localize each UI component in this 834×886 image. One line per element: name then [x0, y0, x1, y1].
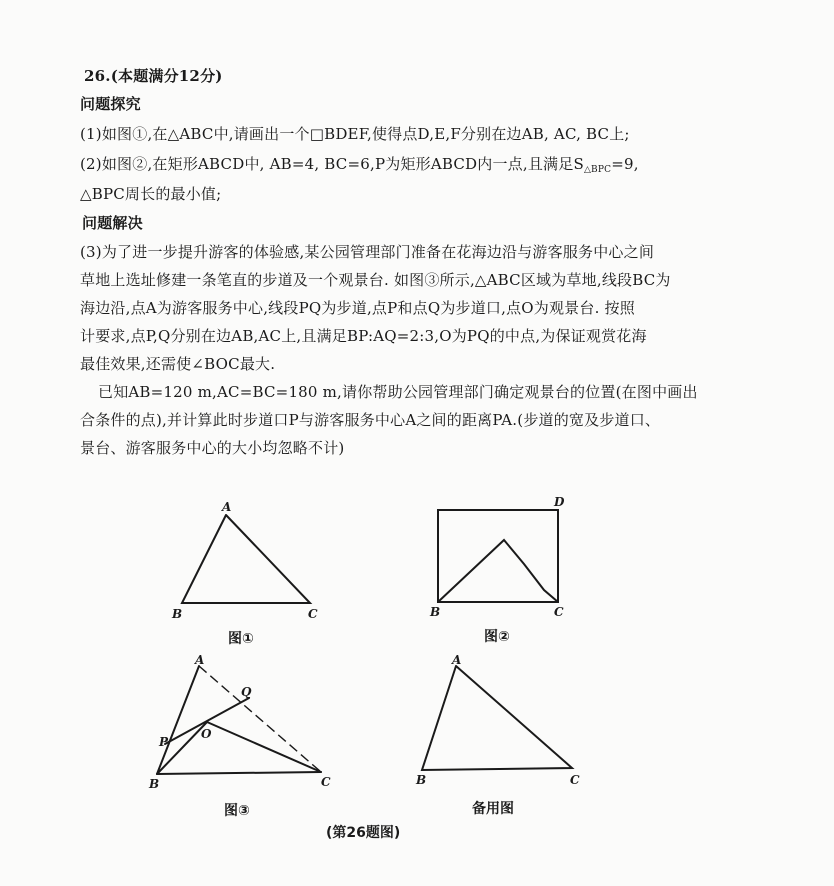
figure-1-vertex-b: B [172, 607, 183, 621]
figure-3-label: 图③ [224, 803, 250, 819]
figure-3-triangle [145, 652, 345, 797]
figure-2-inner-path [438, 540, 558, 602]
figure-1-vertex-a: A [222, 500, 232, 514]
figure-3-edge-ac [199, 666, 321, 772]
section-title-exploration: 问题探究 [80, 95, 141, 113]
figure-3-edge-ab [157, 666, 199, 774]
problem-number-title: 26.(本题满分12分) [84, 67, 223, 85]
question-2-subscript: △BPC [583, 165, 612, 175]
figure-4-vertex-c: C [570, 773, 580, 787]
figure-1-label: 图① [228, 631, 254, 647]
figure-4-vertex-a: A [452, 653, 462, 667]
figure-2-rectangle-edges [438, 510, 558, 602]
figure-4-label: 备用图 [472, 801, 514, 817]
figure-2-vertex-b: B [430, 605, 441, 619]
question-2-line-2: △BPC周长的最小值; [80, 185, 222, 203]
question-3-line-4: 计要求,点P,Q分别在边AB,AC上,且满足BP:AQ=2:3,O为PQ的中点,为保证观赏花海 [80, 327, 647, 345]
figure-3-point-p: P [159, 735, 169, 749]
figure-3-segment-oc [207, 722, 321, 772]
figure-1-vertex-c: C [308, 607, 318, 621]
figure-3-vertex-a: A [195, 653, 205, 667]
question-3-line-6: 已知AB=120 m,AC=BC=180 m,请你帮助公园管理部门确定观景台的位置(在图中画出 [98, 383, 698, 401]
question-3-line-7: 合条件的点),并计算此时步道口P与游客服务中心A之间的距离PA.(步道的宽及步道口、 [80, 411, 661, 429]
section-title-solution: 问题解决 [82, 214, 143, 232]
question-3-line-3: 海边沿,点A为游客服务中心,线段PQ为步道,点P和点Q为步道口,点O为观景台. 按照 [80, 299, 635, 317]
figure-2-rectangle [420, 490, 590, 625]
figure-2-vertex-d: D [554, 495, 565, 509]
figure-4-spare-triangle [410, 650, 595, 795]
figure-1-triangle-edges [182, 515, 310, 603]
question-1: (1)如图①,在△ABC中,请画出一个□BDEF,使得点D,E,F分别在边AB, AC, BC上; [80, 125, 630, 143]
figure-1-triangle [160, 495, 340, 625]
figure-2-label: 图② [484, 629, 510, 645]
figure-4-triangle-edges [422, 666, 572, 770]
question-3-line-1: (3)为了进一步提升游客的体验感,某公园管理部门准备在花海边沿与游客服务中心之间 [80, 243, 655, 261]
figure-4-vertex-b: B [416, 773, 427, 787]
question-3-line-8: 景台、游客服务中心的大小均忽略不计) [80, 439, 345, 457]
figure-3-vertex-b: B [149, 777, 160, 791]
figure-3-point-q: Q [241, 685, 252, 699]
question-2-text-b: =9, [611, 155, 639, 173]
question-3-line-5: 最佳效果,还需使∠BOC最大. [80, 355, 276, 373]
question-2-line-1 [80, 154, 639, 180]
figure-2-vertex-c: C [554, 605, 564, 619]
figure-3-vertex-c: C [321, 775, 331, 789]
figure-3-point-o: O [201, 727, 212, 741]
question-2-text-a: (2)如图②,在矩形ABCD中, AB=4, BC=6,P为矩形ABCD内一点,且满足S [80, 155, 584, 173]
figure-caption: (第26题图) [326, 825, 401, 841]
figure-3-edge-bc [157, 772, 321, 774]
question-3-line-2: 草地上选址修建一条笔直的步道及一个观景台. 如图③所示,△ABC区域为草地,线段BC为 [80, 271, 671, 289]
